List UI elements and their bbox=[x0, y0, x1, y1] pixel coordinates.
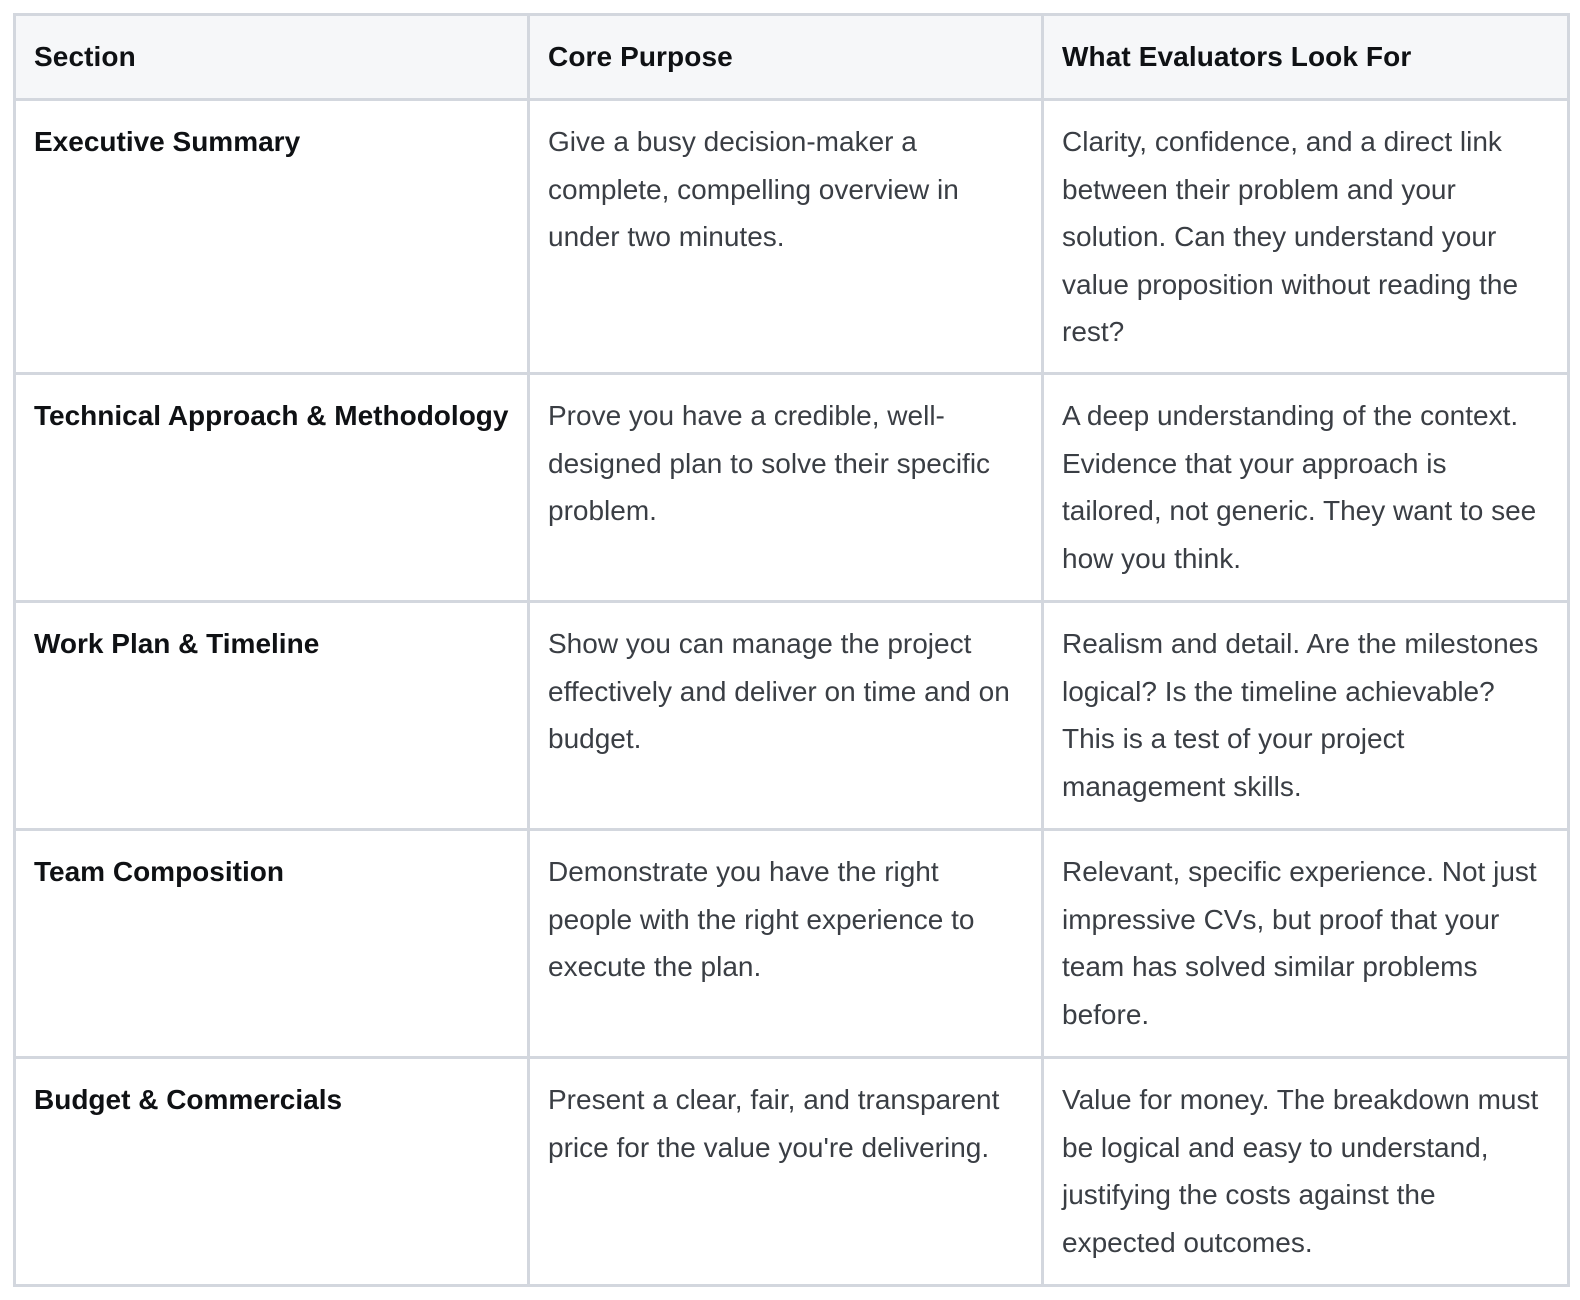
header-section: Section bbox=[15, 15, 529, 100]
core-purpose-cell: Give a busy decision-maker a complete, compelling overview in under two minutes. bbox=[529, 100, 1043, 374]
table-row bbox=[15, 602, 1569, 830]
table-header bbox=[15, 15, 1569, 100]
evaluators-cell: Relevant, specific experience. Not just impressive CVs, but proof that your team has solved similar problems before. bbox=[1043, 830, 1569, 1058]
evaluators-cell: Realism and detail. Are the milestones logical? Is the timeline achievable? This is a test of your project management skills. bbox=[1043, 602, 1569, 830]
evaluators-cell: Clarity, confidence, and a direct link between their problem and your solution. Can they understand your value proposition without reading the rest? bbox=[1043, 100, 1569, 374]
header-row bbox=[15, 15, 1569, 100]
section-cell: Executive Summary bbox=[15, 100, 529, 374]
evaluators-cell: A deep understanding of the context. Evidence that your approach is tailored, not generic. They want to see how you think. bbox=[1043, 374, 1569, 602]
table-row bbox=[15, 1058, 1569, 1286]
table-row bbox=[15, 100, 1569, 374]
section-cell: Team Composition bbox=[15, 830, 529, 1058]
table-row bbox=[15, 374, 1569, 602]
section-cell: Technical Approach & Methodology bbox=[15, 374, 529, 602]
core-purpose-cell: Show you can manage the project effectively and deliver on time and on budget. bbox=[529, 602, 1043, 830]
core-purpose-cell: Present a clear, fair, and transparent price for the value you're delivering. bbox=[529, 1058, 1043, 1286]
section-cell: Work Plan & Timeline bbox=[15, 602, 529, 830]
header-core-purpose: Core Purpose bbox=[529, 15, 1043, 100]
core-purpose-cell: Demonstrate you have the right people with the right experience to execute the plan. bbox=[529, 830, 1043, 1058]
proposal-sections-table bbox=[13, 13, 1570, 1287]
section-cell: Budget & Commercials bbox=[15, 1058, 529, 1286]
proposal-sections-table-container bbox=[13, 13, 1567, 1287]
table-body bbox=[15, 100, 1569, 1286]
table-row bbox=[15, 830, 1569, 1058]
core-purpose-cell: Prove you have a credible, well-designed plan to solve their specific problem. bbox=[529, 374, 1043, 602]
evaluators-cell: Value for money. The breakdown must be logical and easy to understand, justifying the costs against the expected outcomes. bbox=[1043, 1058, 1569, 1286]
header-what-evaluators-look-for: What Evaluators Look For bbox=[1043, 15, 1569, 100]
